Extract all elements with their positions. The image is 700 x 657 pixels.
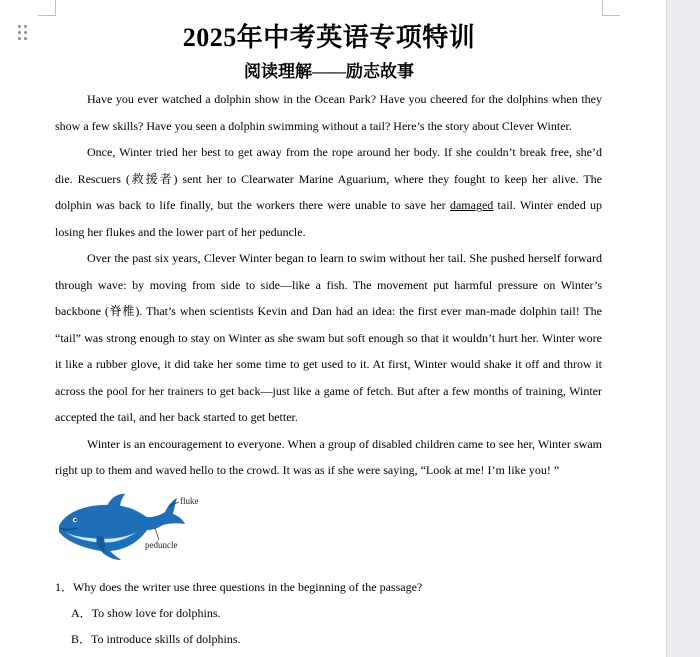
page-corner-mark-right xyxy=(602,0,620,16)
paragraph-3: Over the past six years, Clever Winter began to learn to swim without her tail. She pushed herself forward through wave: by moving from side to side—like a fish. The movement put harmful pressure on Winter’s backbone (脊椎). That’s when scientists Kevin and Dan had an idea: the first ever man-made dolphin tail! The “tail” was strong enough to stay on Winter as she swam but soft enough so that it wouldn’t hurt her. Winter wore it like a rubber glove, it did take her some time to get used to it. At first, Winter would shake it off and throw it across the pool for her trainers to get back—just like a game of fetch. But after a few months of training, Winter accepted the tail, and her back started to get better. xyxy=(55,251,602,424)
document-subtitle: 阅读理解——励志故事 xyxy=(244,62,414,81)
paragraph-1: Have you ever watched a dolphin show in the Ocean Park? Have you cheered for the dolphins when they show a few skills? Have you seen a dolphin swimming without a tail? Here’s the story about Clever Winter. xyxy=(55,92,602,133)
page-corner-mark-left xyxy=(38,0,56,16)
label-peduncle: peduncle xyxy=(145,540,178,550)
option-b: B．To introduce skills of dolphins. xyxy=(71,632,241,646)
paragraph-2: Once, Winter tried her best to get away from the rope around her body. If she couldn’t break free, she’d die. Rescuers (救援者) sent her to Clearwater Marine Aguarium, where they fought to keep her alive. The dolphin was back to life finally, but the workers there were unable to save her damaged tail. Winter ended up losing her flukes and the lower part of her peduncle. xyxy=(55,145,602,239)
question-1-stem: 1．Why does the writer use three questions in the beginning of the passage? xyxy=(55,580,423,594)
underlined-word: damaged xyxy=(449,198,494,212)
option-a: A．To show love for dolphins. xyxy=(71,606,221,620)
paragraph-4: Winter is an encouragement to everyone. When a group of disabled children came to see her, Winter swam right up to them and waved hello to the crowd. It was as if she were saying, “Look at me! I’m like you! ” xyxy=(55,436,602,477)
dolphin-illustration xyxy=(55,490,200,560)
right-scroll-pane[interactable] xyxy=(666,0,700,657)
passage xyxy=(55,86,602,484)
document-title: 2025年中考英语专项特训 xyxy=(182,23,476,52)
question-1 xyxy=(55,574,615,652)
label-fluke: fluke xyxy=(180,496,199,506)
